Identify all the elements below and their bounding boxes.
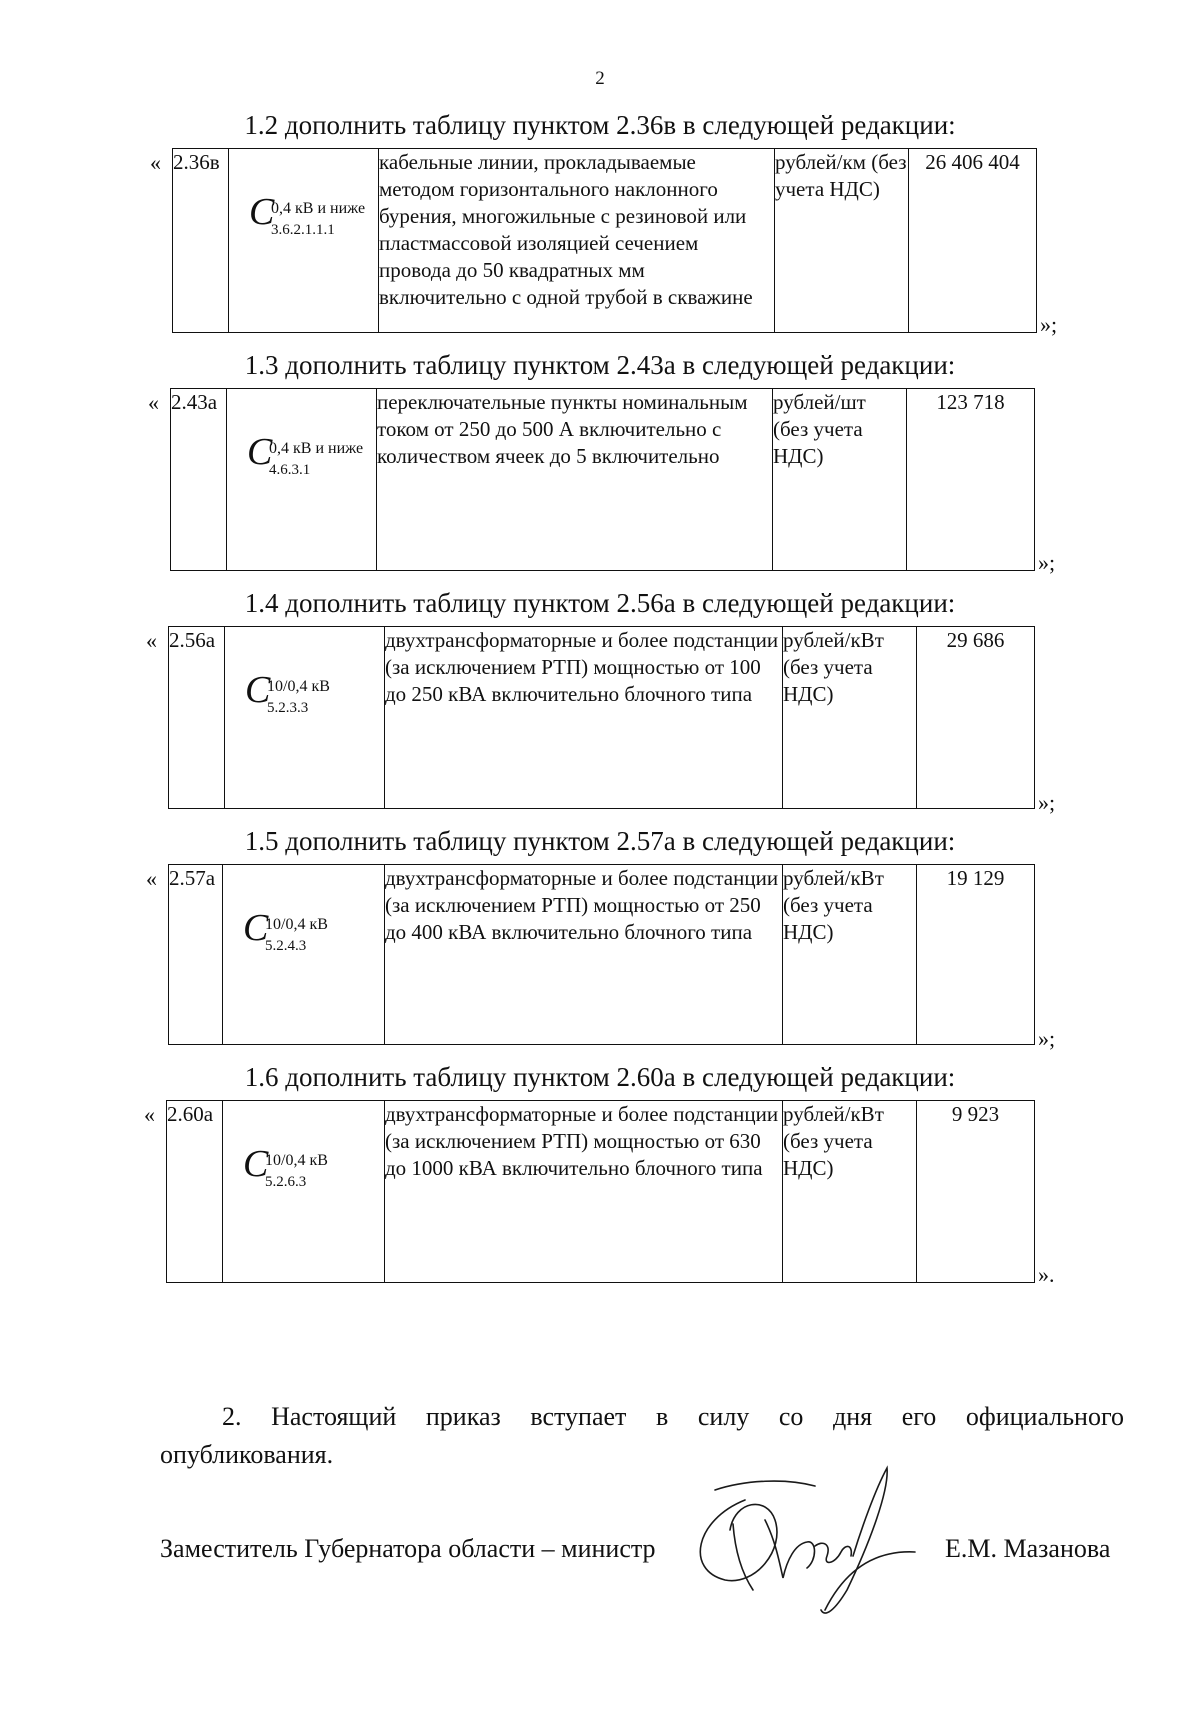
tariff-table: [170, 388, 1035, 571]
symbol-base: C: [247, 431, 273, 473]
item-description: кабельные линии, прокладываемые методом горизонтального наклонного бурения, многожильные с резиновой или пластмассовой изоляцией сечением провода до 50 квадратных мм включительно с одной трубой в скважине: [379, 149, 775, 333]
section-heading: 1.3 дополнить таблицу пунктом 2.43а в следующей редакции:: [244, 350, 956, 380]
open-quote: «: [144, 1102, 155, 1127]
symbol-subscript: 3.6.2.1.1.1: [271, 222, 335, 238]
item-unit: рублей/шт (без учета НДС): [773, 389, 907, 571]
tariff-table: [166, 1100, 1035, 1283]
item-unit: рублей/кВт (без учета НДС): [783, 1101, 917, 1283]
handwritten-signature: [675, 1460, 935, 1630]
tariff-table: [172, 148, 1037, 333]
symbol-base: C: [243, 1143, 269, 1185]
paragraph-line-2: опубликования.: [160, 1440, 334, 1469]
section-heading: 1.4 дополнить таблицу пунктом 2.56а в следующей редакции:: [244, 588, 956, 618]
open-quote: «: [150, 150, 161, 175]
section-heading: 1.2 дополнить таблицу пунктом 2.36в в следующей редакции:: [244, 110, 956, 140]
symbol-superscript: 0,4 кВ и ниже: [269, 440, 364, 457]
symbol-superscript: 10/0,4 кВ: [265, 1152, 328, 1169]
item-value: 9 923: [917, 1101, 1035, 1283]
section-heading: 1.5 дополнить таблицу пунктом 2.57а в следующей редакции:: [244, 826, 956, 856]
signatory-title: Заместитель Губернатора области – министр: [160, 1534, 656, 1563]
close-quote: »;: [1038, 1026, 1056, 1051]
item-unit: рублей/кВт (без учета НДС): [783, 865, 917, 1045]
rate-symbol: [229, 149, 379, 333]
item-value: 19 129: [917, 865, 1035, 1045]
tariff-table: [168, 626, 1035, 809]
symbol-base: C: [249, 191, 275, 233]
item-description: переключательные пункты номинальным током от 250 до 500 А включительно с количеством ячеек до 5 включительно: [377, 389, 773, 571]
item-description: двухтрансформаторные и более подстанции (за исключением РТП) мощностью от 100 до 250 кВА включительно блочного типа: [385, 627, 783, 809]
item-number: 2.56а: [169, 627, 225, 809]
item-description: двухтрансформаторные и более подстанции (за исключением РТП) мощностью от 250 до 400 кВА включительно блочного типа: [385, 865, 783, 1045]
symbol-subscript: 5.2.4.3: [265, 938, 307, 954]
item-number: 2.60а: [167, 1101, 223, 1283]
item-number: 2.36в: [173, 149, 229, 333]
signatory-name: Е.М. Мазанова: [945, 1534, 1111, 1563]
close-quote: »;: [1040, 312, 1058, 337]
symbol-superscript: 10/0,4 кВ: [267, 678, 330, 695]
open-quote: «: [148, 390, 159, 415]
item-number: 2.57а: [169, 865, 223, 1045]
page-number: 2: [595, 68, 605, 89]
section-heading: 1.6 дополнить таблицу пунктом 2.60а в следующей редакции:: [244, 1062, 956, 1092]
symbol-subscript: 5.2.6.3: [265, 1174, 307, 1190]
item-unit: рублей/км (без учета НДС): [775, 149, 909, 333]
close-quote: ».: [1038, 1262, 1055, 1287]
item-value: 26 406 404: [909, 149, 1037, 333]
symbol-subscript: 4.6.3.1: [269, 462, 311, 478]
symbol-superscript: 10/0,4 кВ: [265, 916, 328, 933]
item-value: 29 686: [917, 627, 1035, 809]
item-description: двухтрансформаторные и более подстанции (за исключением РТП) мощностью от 630 до 1000 кВА включительно блочного типа: [385, 1101, 783, 1283]
item-number: 2.43а: [171, 389, 227, 571]
open-quote: «: [146, 628, 157, 653]
symbol-superscript: 0,4 кВ и ниже: [271, 200, 366, 217]
effective-date-paragraph: [160, 1398, 1124, 1474]
tariff-table: [168, 864, 1035, 1045]
symbol-subscript: 5.2.3.3: [267, 700, 309, 716]
rate-symbol: [223, 1101, 385, 1283]
symbol-base: C: [243, 907, 269, 949]
item-value: 123 718: [907, 389, 1035, 571]
rate-symbol: [223, 865, 385, 1045]
rate-symbol: [227, 389, 377, 571]
paragraph-line-1: 2. Настоящий приказ вступает в силу со дня его официального: [222, 1402, 1124, 1431]
close-quote: »;: [1038, 790, 1056, 815]
item-unit: рублей/кВт (без учета НДС): [783, 627, 917, 809]
rate-symbol: [225, 627, 385, 809]
close-quote: »;: [1038, 550, 1056, 575]
symbol-base: C: [245, 669, 271, 711]
open-quote: «: [146, 866, 157, 891]
